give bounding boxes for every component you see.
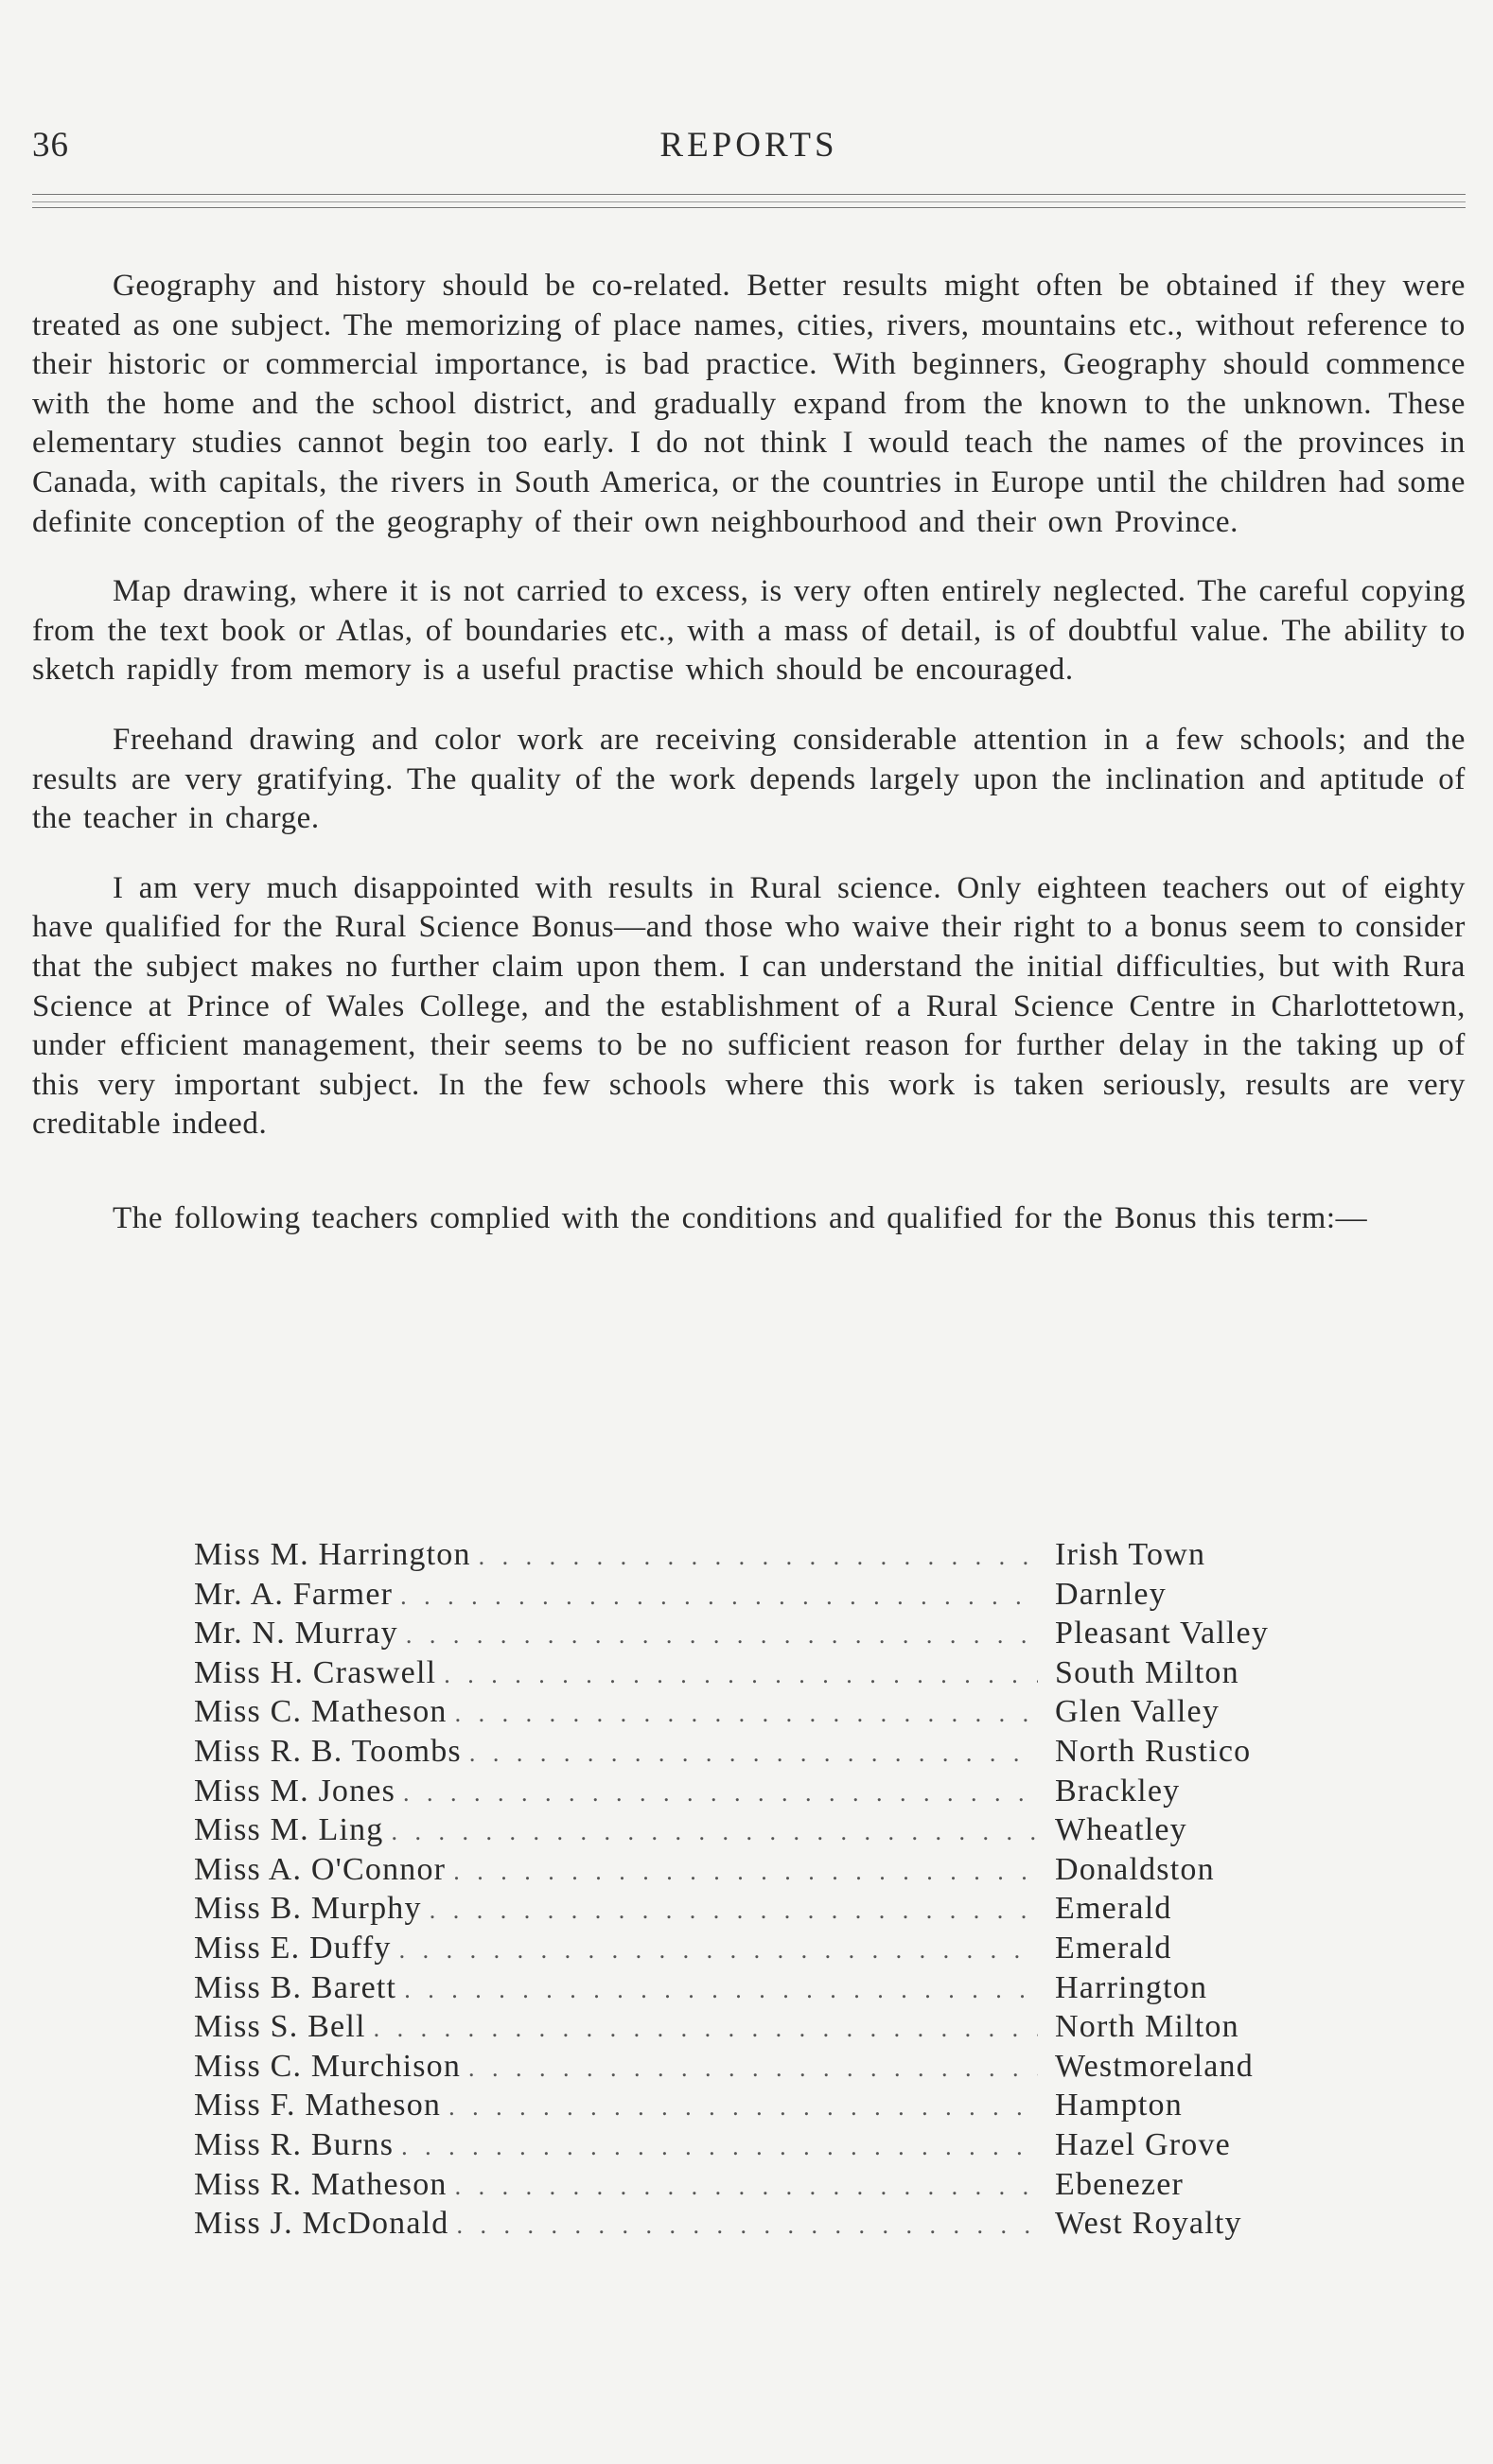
- list-item: [194, 1970, 1329, 2010]
- leader-dots: [430, 1896, 1038, 1925]
- leader-dots: [479, 1543, 1038, 1571]
- teacher-name: Miss S. Bell: [194, 2009, 366, 2045]
- leader-dots: [401, 2133, 1038, 2161]
- teacher-name: Miss F. Matheson: [194, 2088, 442, 2123]
- teacher-name: Miss M. Harrington: [194, 1537, 471, 1572]
- teacher-place: Darnley: [1055, 1576, 1167, 1612]
- list-item: [194, 2049, 1329, 2088]
- leader-dots: [403, 1779, 1038, 1808]
- list-item: [194, 2167, 1329, 2207]
- list-item: [194, 1891, 1329, 1931]
- list-item: [194, 1774, 1329, 1813]
- body-text: [32, 267, 1466, 1243]
- teacher-name: Miss C. Murchison: [194, 2048, 462, 2084]
- teacher-place: Ebenezer: [1055, 2166, 1185, 2202]
- list-item: [194, 2127, 1329, 2167]
- teacher-place: Pleasant Valley: [1055, 1616, 1270, 1651]
- teacher-name: Miss A. O'Connor: [194, 1851, 447, 1887]
- list-item: [194, 2206, 1329, 2246]
- teacher-name: Mr. A. Farmer: [194, 1576, 394, 1612]
- teacher-place: Irish Town: [1055, 1537, 1206, 1572]
- list-item: [194, 2009, 1329, 2049]
- teacher-place: Hazel Grove: [1055, 2126, 1231, 2162]
- teacher-name: Miss E. Duffy: [194, 1930, 392, 1966]
- teacher-place: Emerald: [1055, 1930, 1172, 1966]
- leader-dots: [455, 1700, 1038, 1728]
- teacher-name: Miss B. Barett: [194, 1969, 397, 2005]
- page-header: [32, 125, 1466, 182]
- paragraph-bonus-intro: The following teachers complied with the conditions and qualified for the Bonus this term:—: [113, 1200, 1368, 1235]
- teacher-name: Miss R. Matheson: [194, 2166, 448, 2202]
- leader-dots: [406, 1621, 1038, 1650]
- teacher-name: Mr. N. Murray: [194, 1616, 398, 1651]
- teacher-place: North Rustico: [1055, 1733, 1252, 1769]
- teacher-place: Harrington: [1055, 1969, 1208, 2005]
- list-item: [194, 1852, 1329, 1892]
- list-item: [194, 1577, 1329, 1616]
- leader-dots: [457, 2211, 1039, 2240]
- teacher-name: Miss R. Burns: [194, 2126, 395, 2162]
- teacher-place: Emerald: [1055, 1891, 1172, 1927]
- teacher-place: South Milton: [1055, 1654, 1239, 1690]
- header-rule-bottom: [32, 207, 1466, 208]
- leader-dots: [399, 1936, 1038, 1965]
- list-item: [194, 1694, 1329, 1734]
- paragraph-map-drawing: Map drawing, where it is not carried to excess, is very often entirely neglected. The careful copying from the text book or Atlas, of boundaries etc., with a mass of detail, is of doubtful value. The ability to sketch rapidly from memory is a useful practise which should be encouraged.: [32, 574, 1466, 688]
- leader-dots: [392, 1818, 1039, 1846]
- leader-dots: [453, 1858, 1038, 1886]
- header-rule-top: [32, 194, 1466, 195]
- leader-dots: [469, 1739, 1038, 1768]
- teacher-place: Brackley: [1055, 1773, 1181, 1809]
- paragraph-freehand-drawing: Freehand drawing and color work are receiving considerable attention in a few schools; and the results are very gratifying. The quality of the work depends largely upon the inclination and aptitude of the teacher in charge.: [32, 722, 1466, 836]
- teacher-place: West Royalty: [1055, 2206, 1242, 2242]
- list-item: [194, 2088, 1329, 2127]
- teacher-place: Wheatley: [1055, 1812, 1187, 1848]
- teacher-place: North Milton: [1055, 2009, 1239, 2045]
- list-item: [194, 1812, 1329, 1852]
- leader-dots: [374, 2015, 1038, 2043]
- teacher-place: Westmoreland: [1055, 2048, 1254, 2084]
- teacher-name: Miss H. Craswell: [194, 1654, 437, 1690]
- teacher-name: Miss J. McDonald: [194, 2206, 449, 2242]
- leader-dots: [404, 1976, 1038, 2004]
- list-item: [194, 1616, 1329, 1655]
- list-item: [194, 1537, 1329, 1577]
- teacher-place: Donaldston: [1055, 1851, 1215, 1887]
- teacher-place: Hampton: [1055, 2088, 1183, 2123]
- page-number: 36: [32, 126, 69, 165]
- teacher-name: Miss M. Jones: [194, 1773, 396, 1809]
- leader-dots: [444, 1661, 1038, 1689]
- running-title: REPORTS: [659, 126, 838, 165]
- teacher-name: Miss R. B. Toombs: [194, 1733, 462, 1769]
- leader-dots: [400, 1582, 1038, 1611]
- list-item: [194, 1931, 1329, 1970]
- paragraph-rural-science: I am very much disappointed with results in Rural science. Only eighteen teachers out of eighty have qualified for the Rural Science Bonus—and those who waive their right to a bonus seem to consider that the subject makes no further claim upon them. I can understand the initial difficulties, but with Rura Science at Prince of Wales College, and the establishment of a Rural Science Centre in Charlottetown, under efficient management, their seems to be no sufficient reason for further delay in the taking up of this very important subject. In the few schools where this work is taken seriously, results are very creditable indeed.: [32, 870, 1466, 1142]
- teacher-place: Glen Valley: [1055, 1694, 1221, 1730]
- header-rule-middle: [32, 201, 1466, 202]
- list-item: [194, 1734, 1329, 1774]
- teacher-name: Miss B. Murphy: [194, 1891, 422, 1927]
- list-item: [194, 1655, 1329, 1695]
- teacher-name: Miss C. Matheson: [194, 1694, 448, 1730]
- teacher-list: [194, 1537, 1329, 2246]
- teacher-name: Miss M. Ling: [194, 1812, 384, 1848]
- leader-dots: [448, 2093, 1038, 2122]
- paragraph-geography: Geography and history should be co-related. Better results might often be obtained if they were treated as one subject. The memorizing of place names, cities, rivers, mountains etc., without reference to their historic or commercial importance, is bad practice. With beginners, Geography should commence with the home and the school district, and gradually expand from the known to the unknown. These elementary studies cannot begin too early. I do not think I would teach the names of the provinces in Canada, with capitals, the rivers in South America, or the countries in Europe until the children had some definite conception of the geography of their own neighbourhood and their own Province.: [32, 269, 1466, 539]
- leader-dots: [455, 2173, 1038, 2201]
- leader-dots: [468, 2054, 1038, 2083]
